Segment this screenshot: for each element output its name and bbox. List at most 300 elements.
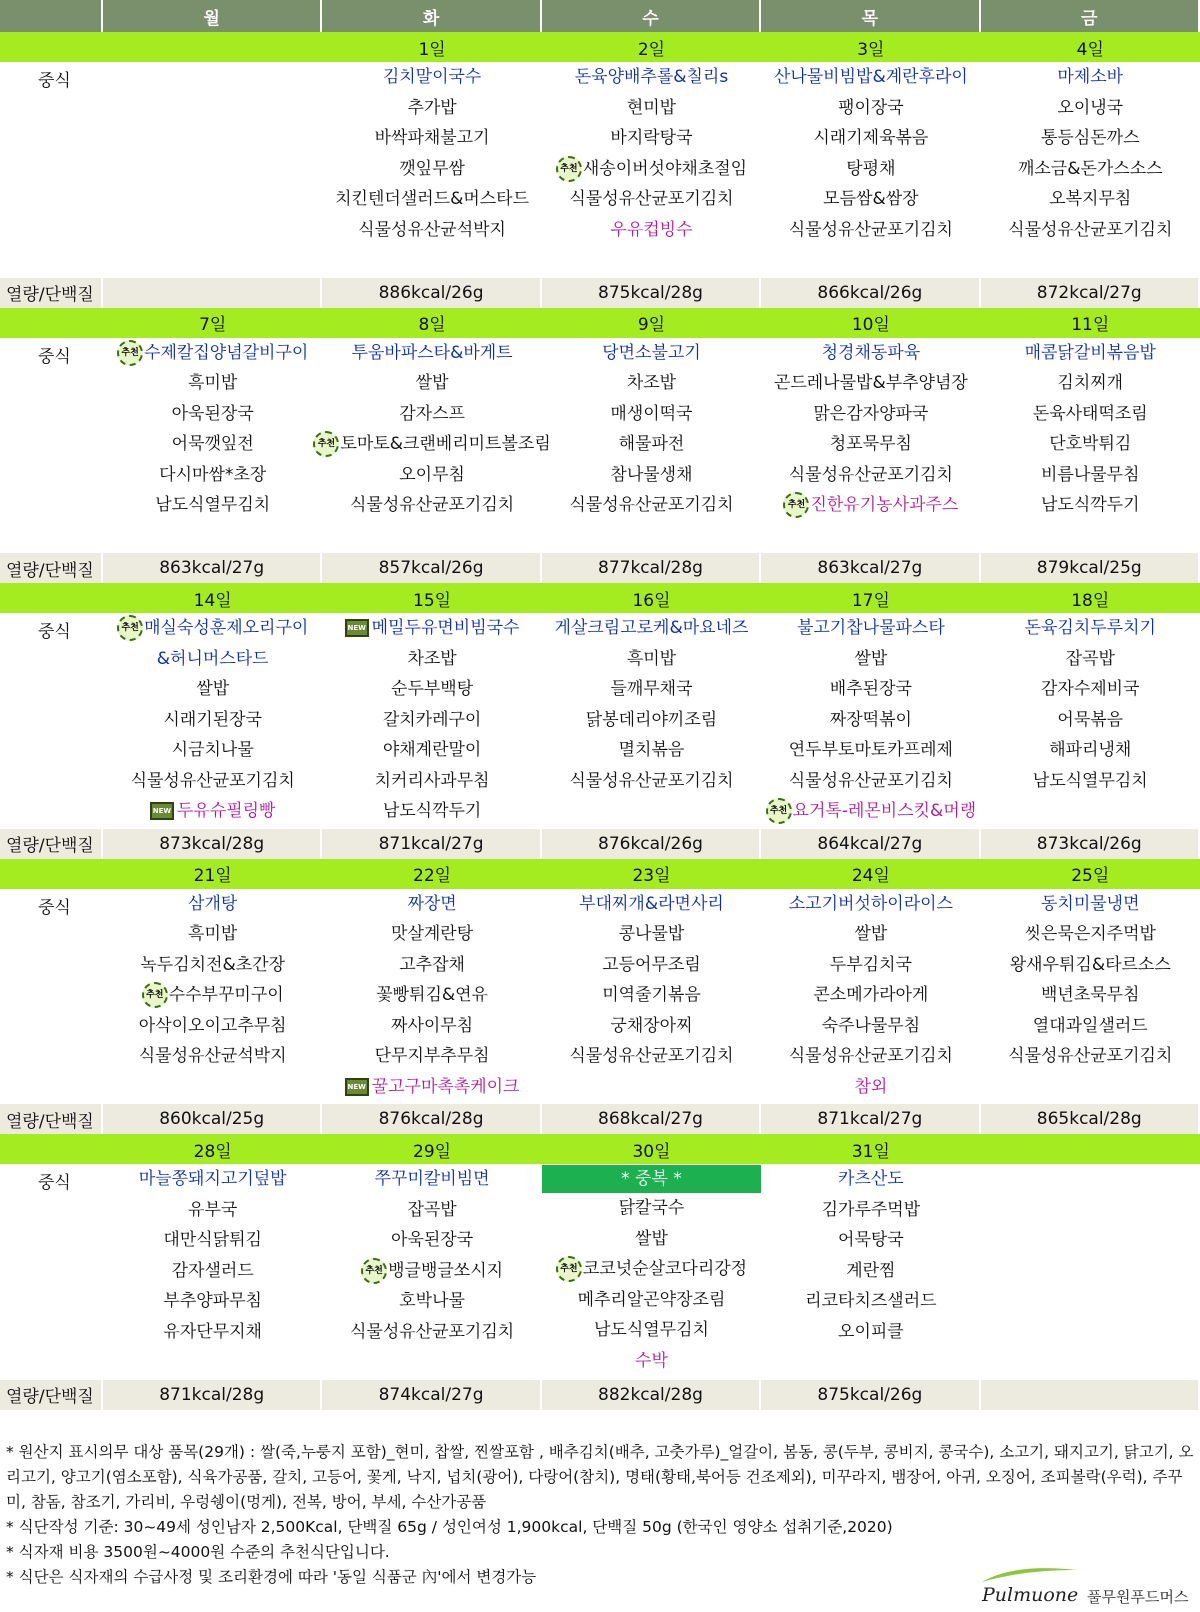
dessert-item: [635, 1346, 668, 1377]
menu-item: [1008, 1041, 1172, 1072]
day-menu: [981, 338, 1200, 554]
menu-item-text: 카츠산도: [838, 1169, 904, 1189]
kcal-cell: 876kcal/26g: [542, 829, 761, 859]
menu-item-text: 배추된장국: [829, 679, 912, 699]
week-section: [0, 859, 1200, 1135]
day-menu: [103, 338, 322, 554]
menu-item-text: 숙주나물무침: [821, 1015, 921, 1036]
kcal-cell: [103, 278, 322, 308]
menu-item-text: 남도식열무김치: [593, 1320, 709, 1340]
main-dish: [774, 62, 968, 93]
menu-item-text: 청경채동파육: [821, 342, 921, 363]
logo-swoosh-icon: [980, 1564, 1080, 1586]
menu-item-text: 식물성유산균석박지: [358, 219, 506, 240]
menu-item-text: 식물성유산균포기김치: [130, 770, 295, 791]
menu-item: [163, 1225, 262, 1256]
menu-item: [172, 1256, 254, 1287]
new-badge-icon: NEW: [345, 619, 369, 637]
kcal-label: 열량/단백질: [0, 278, 103, 308]
date-row-spacer: [0, 1134, 103, 1164]
day-menu: [322, 613, 541, 829]
menu-item: [838, 1317, 904, 1348]
menu-item: [1041, 490, 1140, 521]
menu-item-text: 백년초묵무침: [1040, 985, 1140, 1005]
week-section: [0, 308, 1200, 584]
menu-item: [188, 368, 237, 399]
day-menu: [542, 1164, 761, 1380]
menu-item: [172, 399, 254, 430]
pulmuone-logo: [980, 1564, 1195, 1610]
menu-item: [407, 644, 456, 675]
main-dish: [383, 62, 482, 93]
menu-item: [335, 184, 529, 215]
menu-item: [350, 490, 514, 521]
main-dish: [579, 889, 724, 920]
menu-item: [1041, 123, 1140, 154]
date-cell: [103, 32, 322, 62]
menu-item-text: 식물성유산균포기김치: [788, 219, 953, 240]
menu-item-text: 맑은감자양파국: [813, 403, 929, 424]
menu-item-text: 식물성유산균포기김치: [349, 495, 515, 515]
menu-item-text: 식물성유산균포기김치: [569, 189, 734, 209]
meal-label: 중식: [38, 897, 71, 918]
menu-item-text: 콘소메가라아게: [813, 985, 929, 1005]
menu-item-text: 닭봉데리야끼조림: [585, 709, 718, 730]
kcal-cell: 871kcal/27g: [322, 829, 541, 859]
menu-item: [188, 1195, 237, 1226]
day-menu: [542, 613, 761, 829]
date-cell: 15일: [413, 590, 452, 611]
date-cell: 8일: [418, 315, 446, 335]
menu-item-text: 메추리알곤약장조림: [577, 1289, 726, 1310]
menu-item: [383, 705, 482, 736]
kcal-cell: 865kcal/28g: [981, 1104, 1200, 1134]
date-cell: 22일: [413, 866, 452, 886]
menu-item-text: 통등심돈까스: [1040, 128, 1140, 148]
menu-item-text: 우유컵빙수: [610, 219, 693, 240]
menu-item-text: 오이냉국: [1057, 97, 1124, 118]
menu-item-text: 어묵볶음: [1057, 709, 1124, 730]
menu-item-text: 쌀밥: [196, 679, 230, 699]
kcal-row: [0, 1104, 1200, 1134]
date-cell: 24일: [851, 866, 890, 886]
menu-item: [823, 184, 918, 215]
date-cell: 10일: [851, 315, 890, 335]
main-dish: [1041, 889, 1140, 920]
kcal-cell: 863kcal/27g: [103, 553, 322, 583]
menu-item: [1049, 735, 1131, 766]
menu-item: [610, 123, 692, 154]
kcal-cell: 871kcal/27g: [761, 1104, 980, 1134]
menu-item-text: 아욱된장국: [391, 1230, 474, 1250]
menu-item: [569, 184, 733, 215]
menu-item-text: 야채계란말이: [382, 740, 482, 760]
recommend-badge-icon: 추천: [361, 1258, 387, 1284]
menu-item-text: 오이피클: [838, 1321, 904, 1342]
menu-item: [602, 950, 701, 981]
menu-item-text: 부대찌개&라면사리: [579, 893, 724, 914]
menu-item-text: 산나물비빔밥&계란후라이: [773, 67, 968, 87]
menu-item-text: 동치미물냉면: [1040, 893, 1140, 914]
recommend-badge-icon: 추천: [783, 492, 809, 518]
date-row: [0, 308, 1200, 338]
week-section: [0, 583, 1200, 859]
menu-item-text: 대만식닭튀김: [163, 1230, 262, 1250]
logo-company-name: 풀무원푸드머스: [1087, 1588, 1189, 1606]
menu-item: [556, 154, 747, 185]
menu-item-text: 연두부토마토카프레제: [788, 740, 953, 760]
header-day: 수: [542, 0, 761, 32]
menu-item-text: 참나물생채: [610, 464, 693, 485]
menu-item-text: 꿀고구마촉촉케이크: [371, 1076, 520, 1097]
kcal-row: [0, 829, 1200, 859]
menu-item-text: 시금치나물: [171, 740, 254, 760]
kcal-row: [0, 553, 1200, 583]
meal-label: 중식: [38, 71, 71, 91]
dup-banner: [542, 1165, 761, 1193]
date-cell: 9일: [637, 315, 666, 335]
menu-item: [350, 1317, 514, 1348]
menu-item: [399, 154, 465, 185]
menu-item-text: 꽃빵튀김&연유: [376, 985, 488, 1005]
menu-item: [610, 674, 692, 705]
meal-label: 중식: [38, 346, 71, 367]
menu-item-text: 토마토&크랜베리미트볼조림: [340, 434, 551, 454]
menu-item-text: 식물성유산균포기김치: [1008, 1046, 1173, 1066]
menu-item-text: 마제소바: [1057, 67, 1124, 87]
menu-item-text: 매실숙성훈제오리구이: [144, 618, 309, 638]
menu-item-text: 바지락탕국: [610, 128, 693, 148]
day-menu: [103, 1164, 322, 1380]
menu-item-text: 현미밥: [626, 97, 677, 118]
menu-item-text: 들깨무채국: [610, 679, 693, 699]
menu-row: [0, 889, 1200, 1105]
menu-item-text: 짜사이무침: [391, 1015, 474, 1036]
dessert-item: [345, 1072, 520, 1103]
menu-item-text: 흑미밥: [188, 373, 238, 393]
menu-item: [594, 1315, 709, 1346]
date-cell: 2일: [637, 39, 666, 60]
menu-item-text: 소고기버섯하이라이스: [788, 893, 953, 914]
menu-item-text: 쌀밥: [415, 373, 449, 393]
dessert-item: [150, 796, 276, 827]
menu-item-text: 참외: [854, 1076, 888, 1097]
menu-item-text: 새송이버섯야채초절임: [582, 158, 748, 179]
menu-item: [163, 1317, 262, 1348]
menu-item-text: 잡곡밥: [1065, 648, 1115, 669]
menu-item-text: 두유슈필링빵: [176, 801, 276, 821]
kcal-cell: 877kcal/28g: [542, 553, 761, 583]
menu-item: [619, 919, 685, 950]
menu-item-text: 부추양파무침: [163, 1291, 262, 1311]
menu-item: [635, 1224, 668, 1255]
day-menu: [542, 889, 761, 1105]
menu-item-text: 식물성유산균포기김치: [569, 1046, 734, 1066]
kcal-cell: 871kcal/28g: [103, 1380, 322, 1410]
menu-item-text: 시래기제육볶음: [813, 128, 929, 148]
kcal-cell: 874kcal/27g: [322, 1380, 541, 1410]
footnote-change: * 식단은 식자재의 수급사정 및 조리환경에 따라 '동일 식품군 內'에서 변경가능: [6, 1568, 537, 1586]
menu-item: [163, 1286, 262, 1317]
menu-item-text: 단호박튀김: [1049, 434, 1132, 454]
menu-item-text: 게살크림고로케&마요네즈: [554, 618, 749, 638]
menu-item-text: 흑미밥: [626, 648, 677, 669]
menu-item: [391, 1011, 473, 1042]
day-menu: [322, 889, 541, 1105]
menu-item-text: 진한유기농사과주스: [810, 495, 959, 515]
menu-item-text: 마늘쫑돼지고기덮밥: [138, 1169, 287, 1189]
menu-item-text: 김가루주먹밥: [821, 1199, 921, 1220]
kcal-label: 열량/단백질: [0, 1104, 103, 1134]
day-menu: [761, 62, 980, 278]
date-cell: 7일: [199, 315, 227, 335]
date-cell: 4일: [1076, 39, 1104, 60]
date-cell: 18일: [1071, 590, 1110, 611]
menu-item: [627, 368, 676, 399]
menu-item: [1041, 460, 1140, 491]
menu-item: [416, 368, 449, 399]
menu-item: [163, 705, 262, 736]
menu-item-text: 쌀밥: [854, 924, 888, 944]
header-day: 목: [761, 0, 980, 32]
kcal-cell: 872kcal/27g: [981, 278, 1200, 308]
day-menu: [103, 889, 322, 1105]
week-section: [0, 1134, 1200, 1410]
menu-row: [0, 62, 1200, 278]
dessert-item: [854, 1072, 887, 1103]
header-day: 금: [981, 0, 1200, 32]
menu-item-text: 미역줄기볶음: [602, 985, 701, 1005]
header-corner: [0, 0, 103, 32]
weeks-container: [0, 32, 1200, 1410]
menu-item-text: 계란찜: [846, 1260, 896, 1281]
date-cell: 23일: [632, 866, 671, 886]
menu-item: [1057, 705, 1123, 736]
menu-item: [578, 1285, 726, 1316]
menu-item: [838, 93, 904, 124]
menu-item-text: 식물성유산균포기김치: [569, 770, 734, 791]
menu-item-text: 어묵깻잎전: [171, 434, 254, 454]
dessert-item: [610, 215, 692, 246]
menu-item: [846, 154, 895, 185]
menu-item-text: 궁채장아찌: [610, 1015, 693, 1036]
menu-item: [1049, 429, 1131, 460]
date-cell: [981, 1134, 1200, 1164]
menu-item: [1010, 950, 1171, 981]
menu-item: [610, 460, 692, 491]
kcal-cell: 868kcal/27g: [542, 1104, 761, 1134]
menu-item-text: 불고기찹나물파스타: [796, 618, 945, 638]
menu-item: [1049, 184, 1131, 215]
menu-item-text: 해물파전: [618, 434, 685, 454]
day-menu: [981, 1164, 1200, 1380]
menu-item-text: 쌀밥: [854, 648, 888, 669]
menu-item-text: 수박: [635, 1350, 668, 1371]
menu-item: [627, 93, 676, 124]
menu-item: [1018, 154, 1163, 185]
menu-item-text: 리코타치즈샐러드: [805, 1291, 937, 1311]
menu-item-text: 잡곡밥: [407, 1199, 457, 1220]
meal-label: 중식: [38, 622, 71, 642]
menu-item-text: 멸치볶음: [618, 740, 685, 760]
date-cell: 17일: [851, 590, 890, 611]
menu-item: [139, 1041, 287, 1072]
date-cell: 21일: [193, 866, 232, 886]
main-dish: [575, 62, 729, 93]
week-section: [0, 32, 1200, 308]
menu-item-text: 매생이떡국: [610, 403, 693, 424]
menu-item: [1041, 674, 1140, 705]
menu-item-text: 순두부백탕: [391, 679, 474, 699]
main-dish: [1025, 338, 1156, 369]
menu-item: [407, 93, 456, 124]
kcal-cell: 860kcal/25g: [103, 1104, 322, 1134]
menu-item-text: 감자수제비국: [1040, 679, 1140, 699]
menu-item: [619, 735, 685, 766]
kcal-label: 열량/단백질: [0, 1380, 103, 1410]
menu-item: [854, 644, 887, 675]
date-row-spacer: [0, 308, 103, 338]
menu-item: [172, 429, 254, 460]
main-dish: [352, 338, 513, 369]
kcal-cell: 863kcal/27g: [761, 553, 980, 583]
menu-item-text: 오복지무침: [1049, 189, 1132, 209]
menu-item-text: 시래기된장국: [163, 709, 262, 730]
main-dish: [139, 1164, 287, 1195]
menu-item-text: 요거톡-레몬비스킷&머랭: [792, 801, 977, 821]
menu-item: [586, 705, 717, 736]
menu-item: [610, 399, 692, 430]
kcal-cell: [981, 1380, 1200, 1410]
date-cell: 25일: [1071, 866, 1110, 886]
main-dish: [117, 338, 308, 369]
menu-item: [361, 1256, 503, 1287]
menu-item-text: 식물성유산균포기김치: [788, 464, 953, 485]
day-menu: [542, 338, 761, 554]
menu-item: [830, 429, 912, 460]
menu-item: [830, 705, 912, 736]
menu-item-text: 아삭이오이고추무침: [138, 1015, 287, 1036]
day-menu: [761, 338, 980, 554]
date-cell: 29일: [413, 1141, 452, 1162]
kcal-cell: 886kcal/26g: [322, 278, 541, 308]
main-dish: [822, 338, 921, 369]
menu-item-text: 깻잎무쌈: [399, 158, 465, 179]
menu-row: [0, 338, 1200, 554]
menu-item-text: 오이무침: [399, 464, 465, 485]
menu-item: [391, 919, 473, 950]
main-dish: [117, 613, 308, 644]
menu-item: [399, 399, 465, 430]
recommend-badge-icon: 추천: [556, 156, 582, 182]
menu-item: [376, 980, 488, 1011]
menu-item: [1025, 919, 1156, 950]
menu-item: [619, 429, 685, 460]
kcal-cell: 866kcal/26g: [761, 278, 980, 308]
menu-item-text: 쭈꾸미칼비빔면: [374, 1169, 490, 1189]
recommend-badge-icon: 추천: [117, 615, 143, 641]
day-menu: [317, 338, 551, 554]
kcal-cell: 879kcal/25g: [981, 553, 1200, 583]
menu-item: [159, 460, 266, 491]
date-row: [0, 859, 1200, 889]
menu-item-text: 투움바파스타&바게트: [351, 342, 513, 363]
recommend-badge-icon: 추천: [117, 340, 143, 366]
menu-item-text: 식물성유산균포기김치: [1008, 219, 1173, 240]
menu-item-text: 어묵탕국: [838, 1230, 904, 1250]
menu-item-text: 호박나물: [399, 1291, 465, 1311]
menu-item-text: 바싹파채불고기: [374, 128, 490, 148]
menu-item: [375, 1041, 490, 1072]
menu-item: [627, 644, 676, 675]
menu-item: [1008, 215, 1172, 246]
menu-row: [0, 1164, 1200, 1380]
menu-item: [391, 1225, 473, 1256]
day-menu: [322, 1164, 541, 1380]
menu-item: [610, 1011, 692, 1042]
kcal-cell: 873kcal/26g: [981, 829, 1200, 859]
menu-item-text: 치킨텐더샐러드&머스타드: [335, 189, 530, 209]
menu-item-text: 수제칼집양념갈비구이: [144, 342, 309, 363]
menu-item-text: 식물성유산균포기김치: [569, 495, 734, 515]
menu-item-text: 청포묵무침: [829, 434, 912, 454]
header-day: 월: [103, 0, 322, 32]
menu-item: [569, 766, 733, 797]
day-menu: [542, 62, 761, 278]
menu-item-text: 단무지부추무침: [374, 1046, 490, 1066]
menu-item: [172, 735, 254, 766]
menu-item: [399, 950, 465, 981]
menu-item: [155, 490, 270, 521]
new-badge-icon: NEW: [345, 1078, 369, 1096]
kcal-row: [0, 278, 1200, 308]
menu-item-text: 코코넛순살코다리강정: [582, 1259, 748, 1279]
menu-item: [375, 766, 490, 797]
menu-item-text: 남도식깍두기: [1040, 495, 1140, 515]
day-menu: [761, 889, 980, 1105]
menu-item-text: 씻은묵은지주먹밥: [1024, 924, 1156, 944]
menu-item: [188, 919, 237, 950]
menu-item-text: 쌀밥: [635, 1228, 668, 1249]
menu-item: [556, 1254, 747, 1285]
menu-item: [375, 123, 490, 154]
kcal-cell: 864kcal/27g: [761, 829, 980, 859]
date-cell: 14일: [193, 590, 232, 611]
menu-item: [140, 950, 285, 981]
kcal-cell: 875kcal/26g: [761, 1380, 980, 1410]
menu-item: [383, 735, 482, 766]
main-dish: [157, 644, 269, 675]
menu-item: [789, 766, 953, 797]
menu-item-text: 삼개탕: [188, 893, 238, 914]
meal-label: 중식: [38, 1173, 71, 1193]
day-menu: [981, 889, 1200, 1105]
menu-item: [313, 429, 550, 460]
day-menu: [103, 613, 322, 829]
menu-item: [822, 1011, 921, 1042]
menu-item: [1033, 1011, 1148, 1042]
menu-item-text: 남도식열무김치: [155, 495, 271, 515]
menu-item: [813, 980, 928, 1011]
main-dish: [789, 889, 953, 920]
menu-item: [407, 1195, 456, 1226]
menu-item: [1033, 766, 1148, 797]
menu-item-text: 당면소불고기: [602, 342, 701, 363]
day-menu: [103, 62, 322, 278]
menu-item-text: 수수부꾸미구이: [168, 985, 284, 1005]
menu-item-text: 돈육김치두루치기: [1024, 618, 1156, 638]
menu-item-text: 감자샐러드: [171, 1260, 254, 1281]
